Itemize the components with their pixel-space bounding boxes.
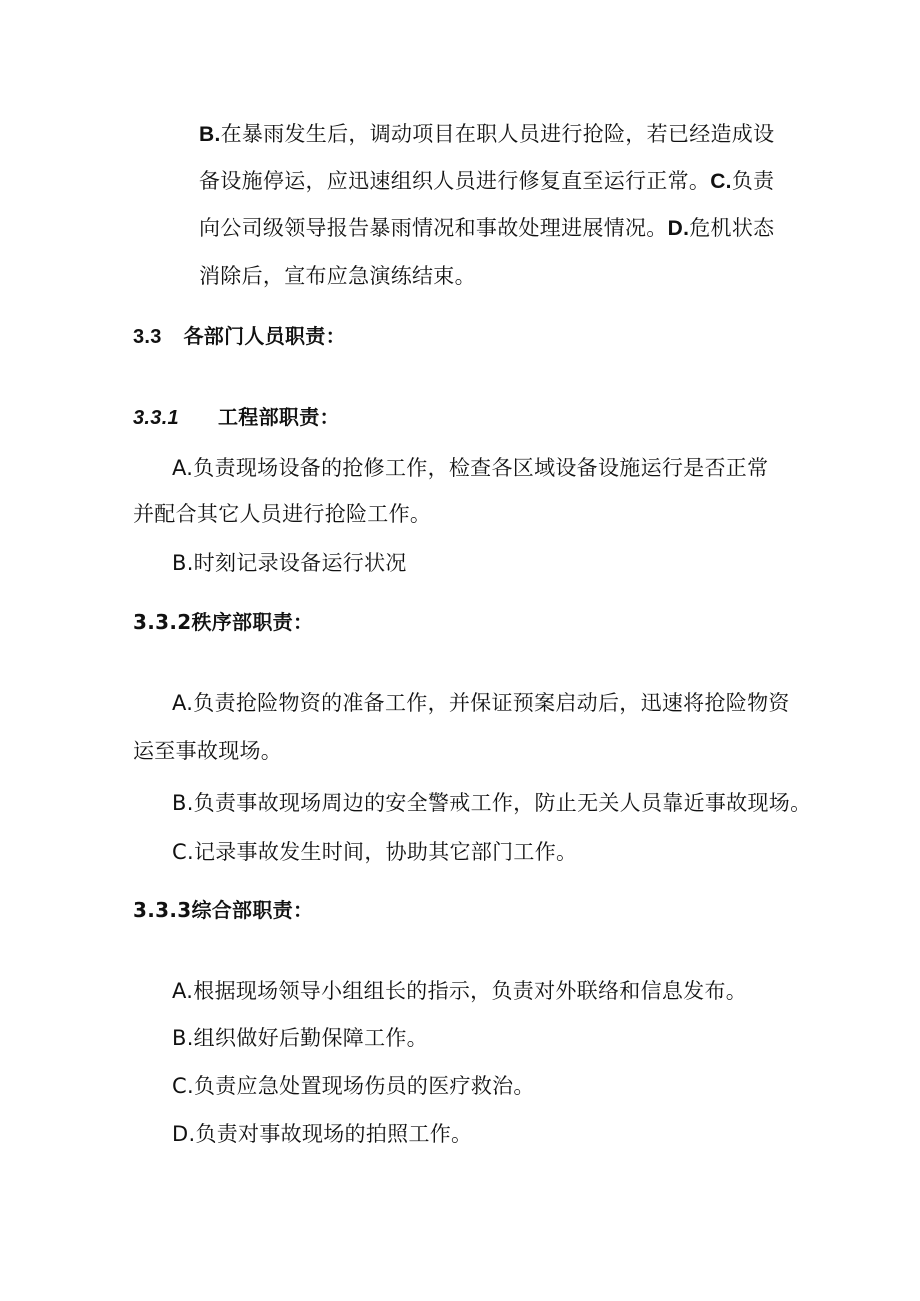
intro-lead-d: D. [667, 217, 690, 240]
intro-tail-3: 危机状态 [689, 216, 775, 240]
intro-tail-2: 负责 [731, 169, 775, 193]
intro-line-1 [199, 121, 774, 148]
section-3-3-3-item-a: A.根据现场领导小组组长的指示，负责对外联络和信息发布。 [172, 979, 748, 1003]
section-3-3-2-item-a-line-1: A.负责抢险物资的准备工作，并保证预案启动后，迅速将抢险物资 [172, 691, 790, 715]
section-3-3-1-item-a-line-1: A.负责现场设备的抢修工作，检查各区域设备设施运行是否正常 [172, 456, 769, 480]
section-3-3-1-number: 3.3.1 [133, 407, 179, 429]
intro-text-2: 备设施停运，应迅速组织人员进行修复直至运行正常。 [199, 169, 711, 193]
intro-text-4: 消除后，宣布应急演练结束。 [199, 264, 476, 288]
section-3-3-heading [133, 323, 346, 350]
section-3-3-1-item-b: B.时刻记录设备运行状况 [172, 551, 407, 575]
intro-text-1: 在暴雨发生后，调动项目在职人员进行抢险，若已经造成设 [220, 122, 775, 146]
section-3-3-number: 3.3 [133, 326, 162, 348]
section-3-3-1-heading [133, 404, 179, 431]
section-3-3-2-item-b: B.负责事故现场周边的安全警戒工作，防止无关人员靠近事故现场。 [172, 791, 812, 815]
section-3-3-3-heading: 3.3.3综合部职责： [133, 898, 314, 922]
intro-line-3 [199, 215, 774, 242]
intro-lead-c: C. [710, 170, 732, 193]
section-3-3-2-item-a-line-2: 运至事故现场。 [133, 739, 283, 763]
section-3-3-2-heading: 3.3.2秩序部职责： [133, 610, 314, 634]
intro-lead-b: B. [199, 123, 221, 146]
section-3-3-3-item-c: C.负责应急处置现场伤员的医疗救治。 [172, 1074, 535, 1098]
section-3-3-2-item-c: C.记录事故发生时间，协助其它部门工作。 [172, 840, 578, 864]
intro-line-2 [199, 168, 774, 195]
section-3-3-1-item-a-line-2: 并配合其它人员进行抢险工作。 [133, 502, 432, 526]
section-3-3-1-title-wrap [218, 404, 340, 430]
section-3-3-title: 各部门人员职责： [183, 324, 346, 348]
section-3-3-1-title: 工程部职责： [218, 405, 340, 429]
section-3-3-3-item-b: B.组织做好后勤保障工作。 [172, 1026, 428, 1050]
intro-text-3: 向公司级领导报告暴雨情况和事故处理进展情况。 [199, 216, 668, 240]
intro-line-4 [199, 263, 476, 289]
section-3-3-3-item-d: D.负责对事故现场的拍照工作。 [172, 1122, 473, 1146]
